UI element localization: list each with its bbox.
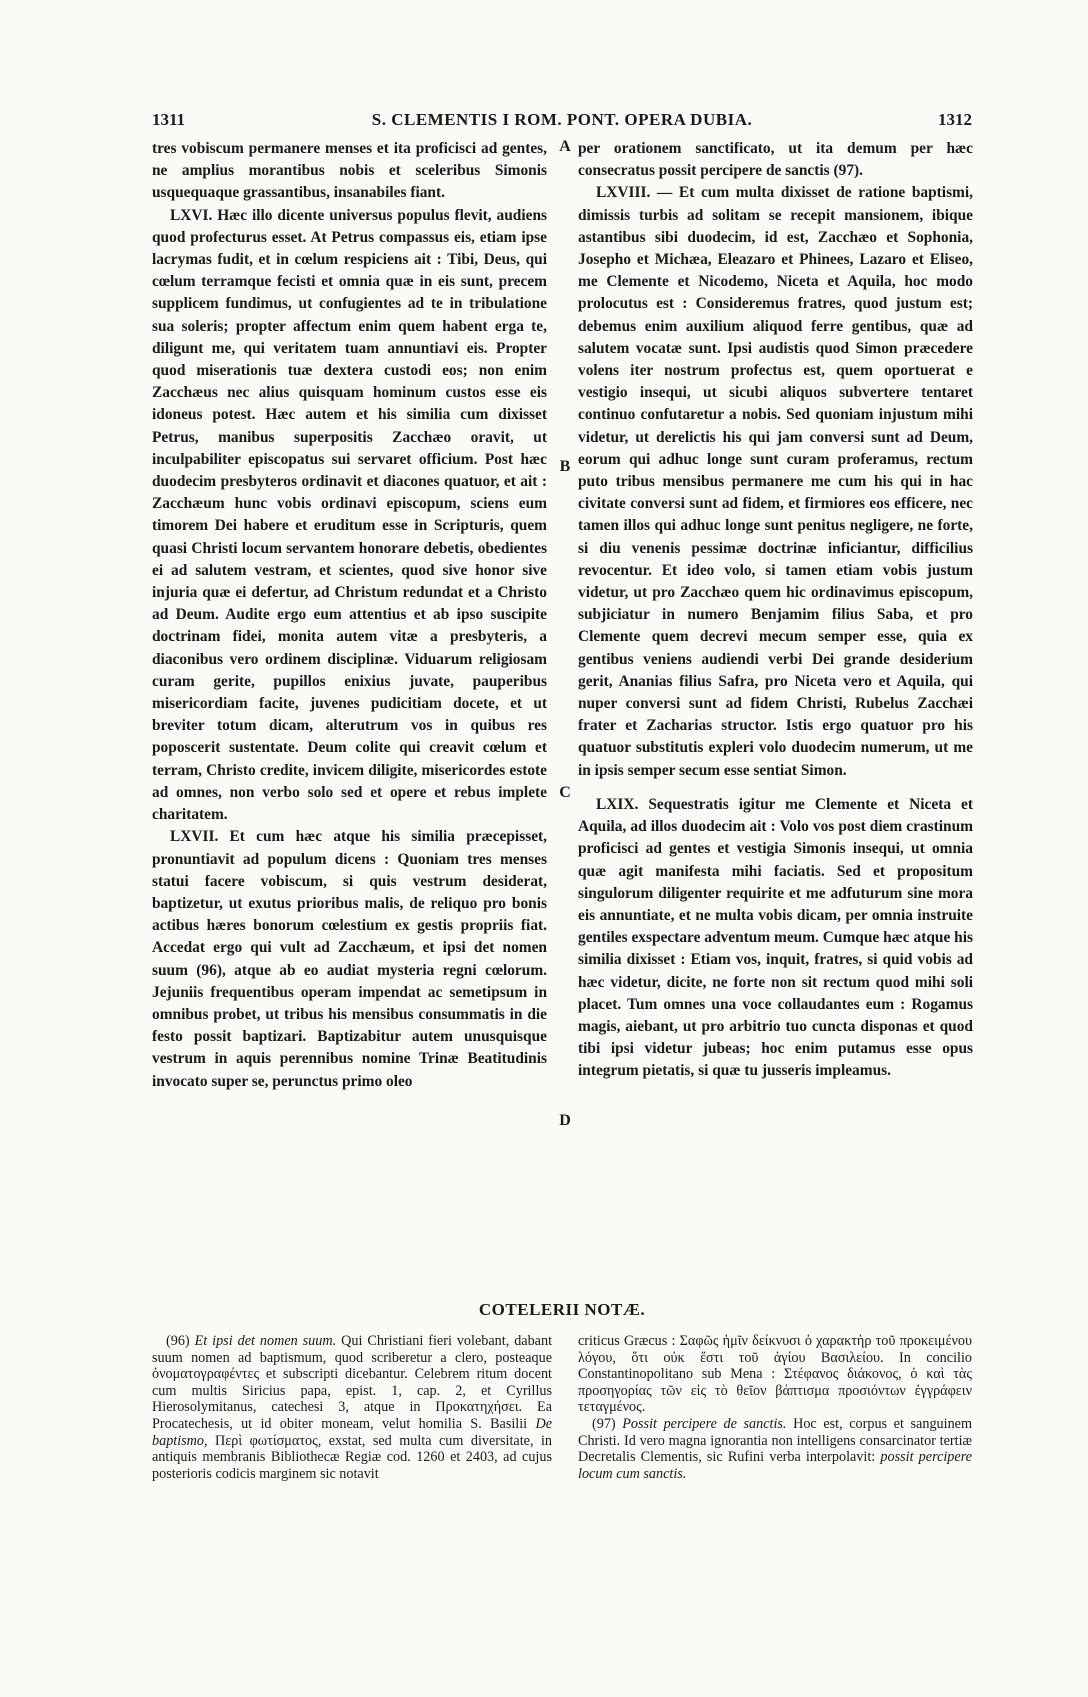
margin-letter-d: D [559, 1112, 571, 1129]
margin-letter-c: C [559, 784, 571, 801]
right-text-column [578, 138, 973, 1083]
right-column-number: 1312 [938, 110, 972, 129]
note-text: Hoc est, corpus et sanguinem Christi. Id vero magna ignorantia non intelligens consarcinator tertiæ Decretalis Clementis, sic Rufini verba interpolavit: [578, 1415, 973, 1466]
paragraph-lxviii: LXVIII. — Et cum multa dixisset de ratione baptismi, dimissis turbis ad solitam se recepit mansionem, ibique astantibus sibi duodecim, id est, Zacchæo et Sophonia, Josepho et Michæa, Eleazaro et Phinees, Lazaro et Eliseo, me Clemente et Nicodemo, Niceta et Aquila, hoc modo prolocutus est : Consideremus fratres, quod justum est; debemus enim auxilium aliquod ferre gentibus, quæ ad salutem vocatæ sunt. Ipsi audistis quod Simon præcedere volens iter nostrum profectus est, quem oportuerat e vestigio insequi, ut sicubi aliquos subvertere tentaret continuo confutaretur a nobis. Sed quoniam injustum mihi videtur, ut derelictis his qui jam conversi sunt ad Deum, eorum qui adhuc longe sunt curam proferamus, rectum puto tribus mensibus permanere me cum his qui in hac civitate conversi sunt ad fidem, et firmiores eos efficere, nec tamen illos qui adhuc longe sunt penitus negligere, ne forte, si diu venenis pessimæ doctrinæ inficiantur, difficilius revocentur. Et ideo volo, si tamen etiam vobis justum videtur, ut pro Zacchæo quem hic ordinavimus episcopum, subjiciatur in numero Benjamim filius Saba, et pro Clemente quem decrevi mecum semper esse, quia ex gentibus veniens audiendi verbi Dei grande desiderium gerit, Ananias filius Safra, pro Niceta vero et Aquila, qui nuper conversi sunt ad fidem Christi, Rubelus Zacchæi frater et Zacharias structor. Istis ergo quatuor pro his quatuor substitutis expleri volo duodecim numerum, ut me in ipsis semper secum esse sentiat Simon. [578, 184, 973, 779]
note-97 [578, 1416, 972, 1482]
notes-heading: COTELERII NOTÆ. [478, 1300, 646, 1319]
note-text: Qui Christiani fieri volebant, dabant suum nomen ad baptismum, quod scriberetur a clero, posteaque ὀνοματογραφέντες et subscripti dicebantur. Celebrem ritum docent cum multis Siricius papa, epist. 1, cap. 2, et Cyrillus Hierosolymitanus, catechesi 3, atque in Προκατηχήσει. Ea Procatechesis, ut id obiter moneam, velut homilia S. Basilii [152, 1333, 553, 1432]
note-text: , Περὶ φωτίσματος, exstat, sed multa cum diversitate, in antiquis membranis Bibliothecæ Regiæ cod. 1260 et 2403, ad cujus posterioris codicis marginem sic notavit [152, 1432, 552, 1482]
running-head [152, 110, 972, 134]
paragraph-lxvi: LXVI. Hæc illo dicente universus populus flevit, audiens quod profecturus esset. At Petrus compassus eis, etiam ipse lacrymas fudit, et in cœlum respiciens ait : Tibi, Deus, qui cœlum terramque fecisti et omnia quæ in eis sunt, precem supplicem fundimus, ut confugientes ad te in tribulatione sua soleris; propter affectum enim quem habent erga te, diligunt me, qui veritatem tuam annuntiavi eis. Propter quod miserationis tuæ dextera custodi eos; non enim Zacchæus nec alius quisquam hominum custos esse eis idoneus potest. Hæc autem et his similia cum dixisset Petrus, manibus superpositis Zacchæo oravit, ut inculpabiliter episcopatus sui servaret officium. Post hæc duodecim presbyteros ordinavit et diacones quatuor, et ait : Zacchæum hunc vobis ordinavi episcopum, sciens eum timorem Dei habere et eruditum esse in Scripturis, quem quasi Christi locum servantem honorare debetis, obedientes ei ad salutem vestram, et scientes, quod sive honor sive injuria quæ ei defertur, ad Christum redundat et a Christo ad Deum. Audite ergo eum attentius et ab ipso suscipite doctrinam fidei, monita autem vitæ a presbyteris, a diaconibus vero ordinem disciplinæ. Viduarum religiosam curam gerite, pupillos enixius juvate, pauperibus misericordiam facite, juvenes pudicitiam docete, et ut breviter totum dicam, alterutrum vos in quibus res poposcerit sustentate. Deum colite qui creavit cœlum et terram, Christo credite, invicem diligite, misericordes estote ad omnes, non verbo solo sed et opere et rebus implete charitatem. [152, 206, 547, 824]
paragraph-lxvii: LXVII. Et cum hæc atque his similia præcepisset, pronuntiavit ad populum dicens : Quoniam tres menses statui facere vobiscum, si quis vestrum desiderat, baptizetur, ut exutus prioribus malis, de reliquo pro bonis actibus hæres bonorum cœlestium ex gestis propriis fiat. Accedat ergo qui vult ad Zacchæum, et ipsi det nomen suum (96), atque ab eo audiat mysteria regni cœlorum. Jejuniis frequentibus operam impendat ac semetipsum in omnibus probet, ut tribus his mensibus consummatis in die festo possit baptizari. Baptizabitur autem unusquisque vestrum in aquis perennibus nomine Trinæ Beatitudinis invocato super se, perunctus primo oleo [152, 828, 547, 1090]
note-interpolation: possit percipere locum cum sanctis. [578, 1449, 972, 1482]
paragraph: tres vobiscum permanere menses et ita proficisci ad gentes, ne amplius morantibus nobis et sceleribus Simonis usquequaque grassantibus, insanabiles fiant. [152, 140, 547, 202]
note-lemma: Possit percipere de sanctis. [622, 1415, 787, 1432]
page-title: S. CLEMENTIS I ROM. PONT. OPERA DUBIA. [371, 110, 753, 129]
note-work-title: De baptismo [152, 1415, 552, 1449]
left-text-column [152, 138, 547, 1093]
paragraph-lxix: LXIX. Sequestratis igitur me Clemente et Niceta et Aquila, ad illos duodecim ait : Volo vos post diem crastinum proficisci ad gentes et vestigia Simonis insequi, ut omnia quæ agit manifesta mihi faciatis. Sed et propositum singulorum diligenter requirite et me adfuturum sine mora eis annuntiate, et ne multa vobis dicam, per omnia instruite gentiles exspectare adventum meum. Cumque hæc atque his similia dixisset : Etiam vos, inquit, fratres, si quid vobis ad hæc videtur, dicite, ne forte non sit rectum quod mihi soli placet. Tum omnes una voce collaudantes eum : Rogamus magis, aiebant, ut pro arbitrio tuo cuncta disponas et quod tibi ipsi videtur jubeas; hoc enim putamus esse opus integrum pietatis, si quæ tu jusseris impleamus. [578, 795, 973, 1080]
margin-letter-b: B [559, 458, 571, 475]
note-96-continued: criticus Græcus : Σαφῶς ἡμῖν δείκνυσι ὁ χαρακτὴρ τοῦ προκειμένου λόγου, ὅτι οὐκ ἔστι τοῦ ἁγίου Βασιλείου. In concilio Constantinopolitano sub Mena : Στέφανος διάκονος, ὁ καὶ τὰς προσηγορίας τῶν εἰς τὸ θεῖον βάπτισμα προσιόντων ἐγγράφειν τεταγμένος. [578, 1333, 972, 1416]
note-number: (97) [592, 1415, 616, 1432]
note-lemma: Et ipsi det nomen suum. [194, 1333, 337, 1349]
note-96 [152, 1333, 552, 1482]
left-column-number: 1311 [152, 110, 186, 129]
note-number: (96) [166, 1333, 190, 1349]
notes-right-column [578, 1333, 972, 1482]
margin-letter-a: A [559, 138, 571, 155]
notes-left-column [152, 1333, 552, 1482]
paragraph: per orationem sanctificato, ut ita demum per hæc consecratus possit percipere de sanctis (97). [578, 140, 973, 180]
